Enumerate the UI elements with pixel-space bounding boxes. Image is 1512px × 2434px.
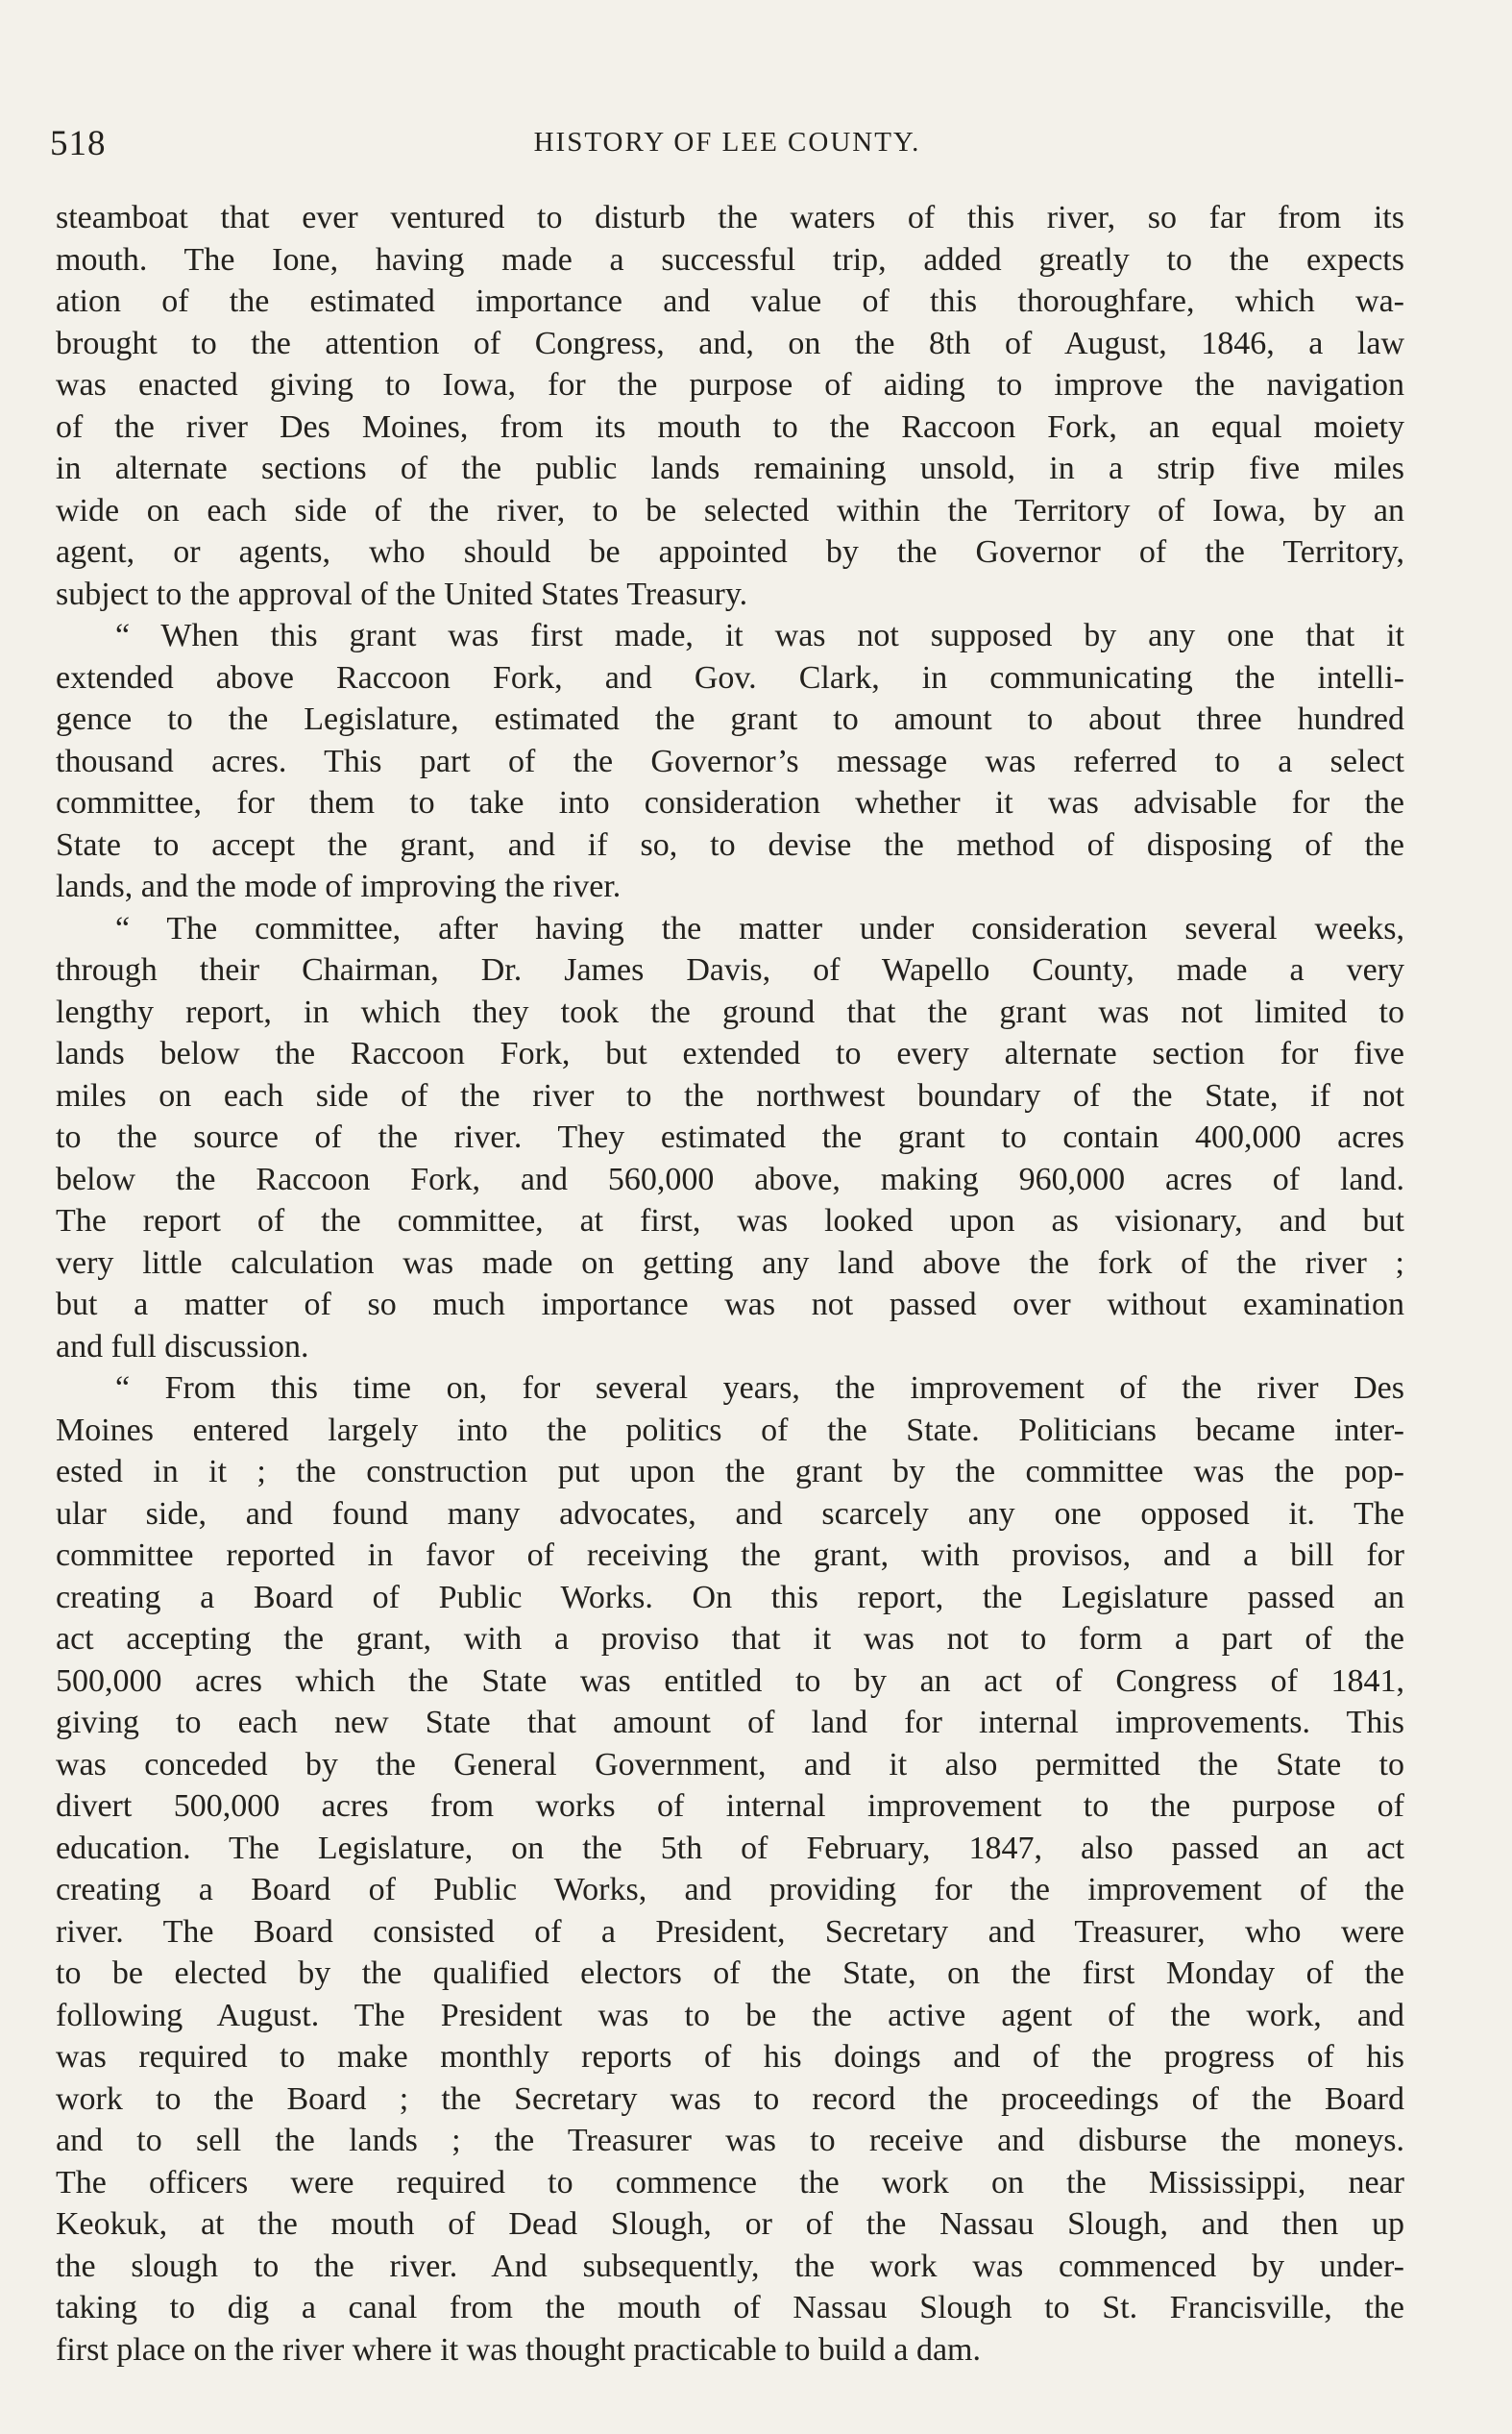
text-line: of the river Des Moines, from its mouth to the Raccoon Fork, an equal moiety xyxy=(56,408,1404,445)
running-head: HISTORY OF LEE COUNTY. xyxy=(533,127,921,158)
text-line: wide on each side of the river, to be selected within the Territory of Iowa, by an xyxy=(56,492,1404,529)
text-line: agent, or agents, who should be appointed by the Governor of the Territory, xyxy=(56,534,1404,570)
text-line: was required to make monthly reports of his doings and of the progress of his xyxy=(56,2039,1404,2075)
paragraph xyxy=(56,1367,1404,2371)
text-line: brought to the attention of Congress, and, on the 8th of August, 1846, a law xyxy=(56,325,1404,361)
paragraph xyxy=(56,615,1404,908)
text-line: first place on the river where it was thought practicable to build a dam. xyxy=(56,2331,982,2368)
text-line: extended above Raccoon Fork, and Gov. Clark, in communicating the intelli- xyxy=(56,659,1404,696)
text-line: in alternate sections of the public lands remaining unsold, in a strip five miles xyxy=(56,451,1404,486)
text-line: committee reported in favor of receiving the grant, with provisos, and a bill for xyxy=(56,1537,1404,1573)
text-line: thousand acres. This part of the Governor’s message was referred to a select xyxy=(56,743,1404,779)
text-line: Keokuk, at the mouth of Dead Slough, or of the Nassau Slough, and then up xyxy=(56,2206,1404,2242)
text-line: State to accept the grant, and if so, to devise the method of disposing of the xyxy=(56,826,1404,863)
text-line: Moines entered largely into the politics of the State. Politicians became inter- xyxy=(56,1412,1404,1448)
text-line: ular side, and found many advocates, and scarcely any one opposed it. The xyxy=(56,1495,1404,1532)
text-line: taking to dig a canal from the mouth of Nassau Slough to St. Francisville, the xyxy=(56,2290,1404,2325)
text-line: was enacted giving to Iowa, for the purpose of aiding to improve the navigation xyxy=(56,367,1404,403)
paragraph xyxy=(56,197,1404,615)
page-number: 518 xyxy=(50,124,107,163)
text-line: to the source of the river. They estimated the grant to contain 400,000 acres xyxy=(56,1119,1404,1155)
text-line: ation of the estimated importance and value of this thoroughfare, which wa- xyxy=(56,283,1404,319)
text-line: subject to the approval of the United States Treasury. xyxy=(56,576,748,612)
text-line: committee, for them to take into consideration whether it was advisable for the xyxy=(56,785,1404,821)
text-line: creating a Board of Public Works, and providing for the improvement of the xyxy=(56,1872,1404,1907)
text-line: to be elected by the qualified electors of the State, on the first Monday of the xyxy=(56,1955,1404,1991)
text-line: lands below the Raccoon Fork, but extended to every alternate section for five xyxy=(56,1036,1404,1071)
text-line: creating a Board of Public Works. On this report, the Legislature passed an xyxy=(56,1579,1404,1615)
text-line: lengthy report, in which they took the ground that the grant was not limited to xyxy=(56,994,1404,1030)
text-line: steamboat that ever ventured to disturb the waters of this river, so far from its xyxy=(56,200,1404,235)
page-header xyxy=(50,123,1404,165)
text-line: education. The Legislature, on the 5th of February, 1847, also passed an act xyxy=(56,1830,1404,1866)
text-line: “ When this grant was first made, it was not supposed by any one that it xyxy=(115,618,1404,653)
text-line: mouth. The Ione, having made a successful trip, added greatly to the expects xyxy=(56,241,1404,278)
text-line: but a matter of so much importance was not passed over without examination xyxy=(56,1287,1404,1322)
text-line: divert 500,000 acres from works of internal improvement to the purpose of xyxy=(56,1788,1404,1824)
text-line: The report of the committee, at first, was looked upon as visionary, and but xyxy=(56,1203,1404,1239)
text-line: and full discussion. xyxy=(56,1328,309,1365)
body-text xyxy=(56,197,1404,2371)
text-line: below the Raccoon Fork, and 560,000 above, making 960,000 acres of land. xyxy=(56,1161,1404,1197)
text-line: was conceded by the General Government, and it also permitted the State to xyxy=(56,1746,1404,1782)
text-line: lands, and the mode of improving the river. xyxy=(56,869,622,904)
text-line: “ The committee, after having the matter under consideration several weeks, xyxy=(115,910,1404,947)
text-line: giving to each new State that amount of land for internal improvements. This xyxy=(56,1705,1404,1740)
text-line: work to the Board ; the Secretary was to record the proceedings of the Board xyxy=(56,2080,1404,2117)
text-line: and to sell the lands ; the Treasurer was to receive and disburse the moneys. xyxy=(56,2123,1404,2158)
text-line: miles on each side of the river to the northwest boundary of the State, if not xyxy=(56,1077,1404,1114)
text-line: the slough to the river. And subsequently, the work was commenced by under- xyxy=(56,2248,1404,2284)
paragraph xyxy=(56,908,1404,1368)
text-line: The officers were required to commence the work on the Mississippi, near xyxy=(56,2164,1404,2200)
text-line: very little calculation was made on getting any land above the fork of the river ; xyxy=(56,1244,1404,1281)
text-line: gence to the Legislature, estimated the grant to amount to about three hundred xyxy=(56,701,1404,737)
text-line: ested in it ; the construction put upon the grant by the committee was the pop- xyxy=(56,1454,1404,1489)
text-line: act accepting the grant, with a proviso that it was not to form a part of the xyxy=(56,1621,1404,1657)
text-line: “ From this time on, for several years, the improvement of the river Des xyxy=(115,1370,1404,1406)
text-line: river. The Board consisted of a President, Secretary and Treasurer, who were xyxy=(56,1913,1404,1950)
text-line: 500,000 acres which the State was entitled to by an act of Congress of 1841, xyxy=(56,1662,1404,1699)
text-line: following August. The President was to be the active agent of the work, and xyxy=(56,1997,1404,2033)
text-line: through their Chairman, Dr. James Davis, of Wapello County, made a very xyxy=(56,952,1404,988)
